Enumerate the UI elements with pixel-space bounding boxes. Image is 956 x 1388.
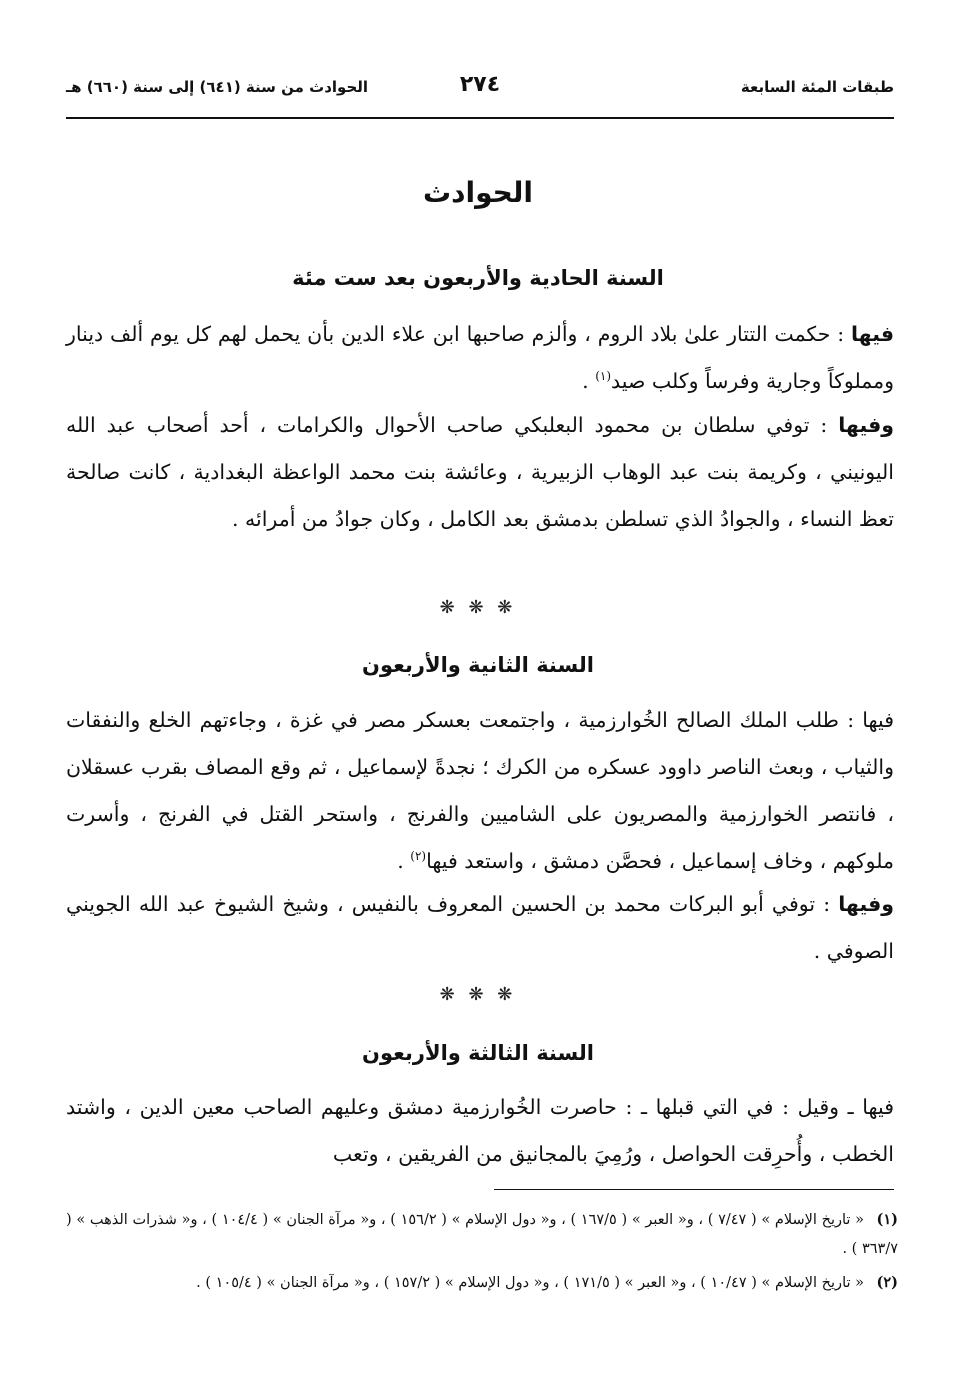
section-heading-643: السنة الثالثة والأربعون — [362, 1041, 594, 1065]
footnote-text: « تاريخ الإسلام » ( ١٠/٤٧ ) ، و« العبر » ( ١٧١/٥ ) ، و« دول الإسلام » ( ١٥٧/٢ ) ، و« مرآة الجنان » ( ١٠٥/٤ ) . — [196, 1275, 864, 1291]
page-number: ٢٧٤ — [459, 72, 501, 97]
footnote-number: (٢) — [876, 1274, 898, 1291]
section-heading-641: السنة الحادية والأربعون بعد ست مئة — [292, 266, 664, 290]
paragraph-text: فيها ـ وقيل : في التي قبلها ـ : حاصرت الخُوارزمية دمشق وعليهم الصاحب معين الدين ، واشتد الخطب ، وأُحرِقت الحواصل ، ورُمِيَ بالمجانيق من الفريقين ، وتعب — [66, 1095, 894, 1166]
paragraph-lead: وفيها — [838, 892, 894, 916]
running-header — [66, 72, 894, 112]
footnote-number: (١) — [876, 1211, 898, 1228]
paragraph — [66, 1084, 894, 1178]
paragraph — [66, 402, 894, 543]
header-rule — [66, 117, 894, 119]
paragraph-tail: . — [397, 849, 411, 873]
paragraph-text: : توفي سلطان بن محمود البعلبكي صاحب الأحوال والكرامات ، أحد أصحاب عبد الله اليونيني ، وكريمة بنت عبد الوهاب الزبيرية ، وعائشة بنت محمد الواعظة البغدادية ، كانت صالحة تعظ النساء ، والجوادُ الذي تسلطن بدمشق بعد الكامل ، وكان جوادُ من أمرائه . — [66, 413, 894, 531]
chapter-title: الحوادث — [423, 176, 533, 209]
footnote-text: « تاريخ الإسلام » ( ٧/٤٧ ) ، و« العبر » ( ١٦٧/٥ ) ، و« دول الإسلام » ( ١٥٦/٢ ) ، و« مرآة الجنان » ( ١٠٤/٤ ) ، و« شذرات الذهب » ( ٣٦٣/٧ ) . — [66, 1212, 898, 1257]
section-separator: ❋ ❋ ❋ — [439, 597, 517, 618]
paragraph — [66, 881, 894, 975]
footnote — [66, 1268, 898, 1298]
footnote-ref[interactable]: (٢) — [410, 849, 427, 864]
header-events-range: الحوادث من سنة (٦٤١) إلى سنة (٦٦٠) هـ — [66, 78, 369, 96]
paragraph-lead: فيها — [850, 322, 894, 346]
header-book-section: طبقات المئة السابعة — [740, 78, 894, 96]
paragraph — [66, 311, 894, 405]
footnote-rule — [494, 1189, 894, 1190]
paragraph — [66, 697, 894, 885]
section-separator: ❋ ❋ ❋ — [439, 984, 517, 1005]
paragraph-tail: . — [582, 369, 596, 393]
paragraph-text: فيها : طلب الملك الصالح الخُوارزمية ، واجتمعت بعسكر مصر في غزة ، وجاءتهم الخلع والنفقات والثياب ، وبعث الناصر داوود عسكره من الكرك ؛ نجدةً لإسماعيل ، ثم وقع المصاف بقرب عسقلان ، فانتصر الخوارزمية والمصريون على الشاميين والفرنج ، واستحر القتل في الفرنج ، وأسرت ملوكهم ، وخاف إسماعيل ، فحصَّن دمشق ، واستعد فيها — [66, 708, 894, 873]
paragraph-text: : توفي أبو البركات محمد بن الحسين المعروف بالنفيس ، وشيخ الشيوخ عبد الله الجويني الصوفي . — [66, 892, 894, 963]
paragraph-lead: وفيها — [838, 413, 894, 437]
section-heading-642: السنة الثانية والأربعون — [362, 653, 594, 677]
footnote-ref[interactable]: (١) — [595, 369, 612, 384]
footnote — [66, 1205, 898, 1264]
paragraph-text: : حكمت التتار علىٰ بلاد الروم ، وألزم صاحبها ابن علاء الدين بأن يحمل لهم كل يوم ألف دينار ومملوكاً وجارية وفرساً وكلب صيد — [66, 322, 894, 393]
